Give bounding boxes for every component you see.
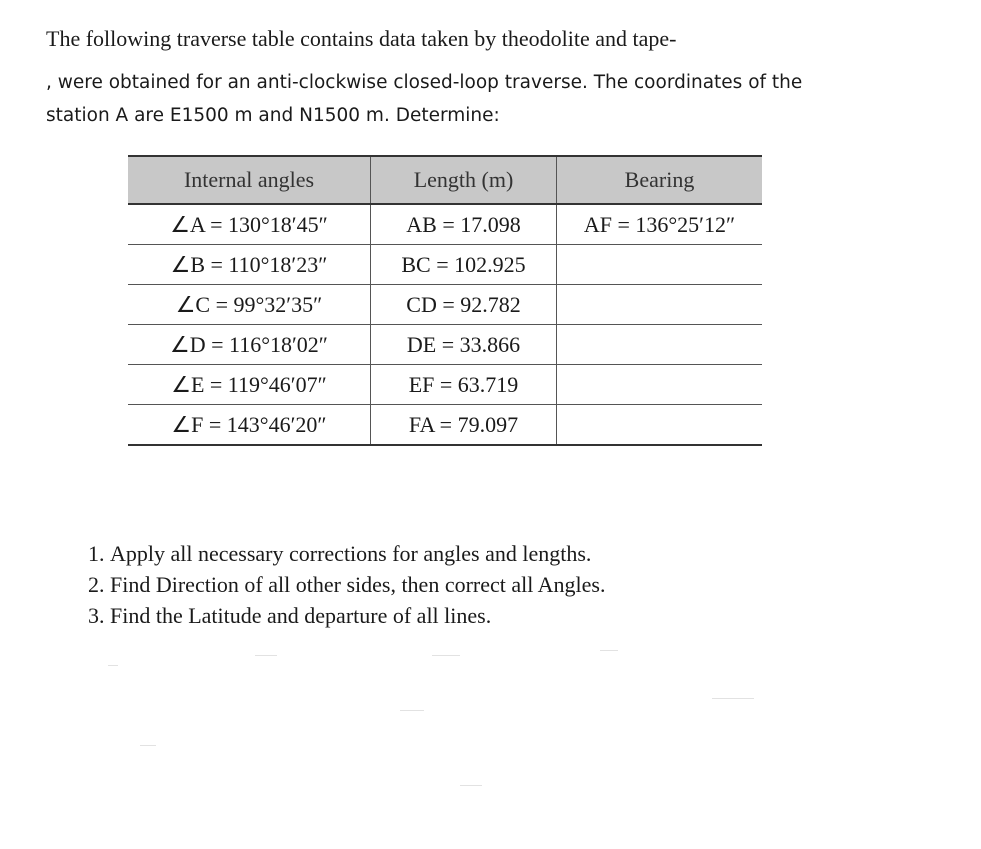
table-header-row [128, 156, 762, 204]
angle-cell: ∠D = 116°18′02″ [128, 325, 371, 365]
faded-remnant [140, 745, 156, 746]
length-cell: AB = 17.098 [371, 204, 557, 245]
length-cell: DE = 33.866 [371, 325, 557, 365]
length-cell: CD = 92.782 [371, 285, 557, 325]
header-internal-angles: Internal angles [128, 156, 371, 204]
length-cell: BC = 102.925 [371, 245, 557, 285]
bearing-cell [557, 405, 763, 446]
faded-remnant [255, 655, 277, 656]
bearing-cell: AF = 136°25′12″ [557, 204, 763, 245]
faded-remnant [432, 655, 460, 656]
intro-line-1: The following traverse table contains data taken by theodolite and tape- [46, 26, 677, 51]
table-row [128, 365, 762, 405]
faded-remnant [712, 698, 754, 699]
length-cell: EF = 63.719 [371, 365, 557, 405]
angle-cell: ∠B = 110°18′23″ [128, 245, 371, 285]
bearing-cell [557, 325, 763, 365]
bearing-cell [557, 285, 763, 325]
faded-remnant [400, 710, 424, 711]
intro-line-3: station A are E1500 m and N1500 m. Determine: [46, 105, 500, 126]
table-row [128, 405, 762, 446]
table-row [128, 285, 762, 325]
task-item: 3. Find the Latitude and departure of all lines. [110, 600, 605, 631]
table-row [128, 325, 762, 365]
task-list [78, 538, 605, 631]
table-row [128, 245, 762, 285]
task-item: 1. Apply all necessary corrections for angles and lengths. [110, 538, 605, 569]
intro-line-2: , were obtained for an anti-clockwise closed-loop traverse. The coordinates of the [46, 72, 803, 93]
faded-remnant [460, 785, 482, 786]
traverse-table [128, 155, 762, 446]
header-bearing: Bearing [557, 156, 763, 204]
bearing-cell [557, 245, 763, 285]
task-item: 2. Find Direction of all other sides, then correct all Angles. [110, 569, 605, 600]
faded-remnant [600, 650, 618, 651]
angle-cell: ∠F = 143°46′20″ [128, 405, 371, 446]
angle-cell: ∠C = 99°32′35″ [128, 285, 371, 325]
length-cell: FA = 79.097 [371, 405, 557, 446]
table-row [128, 204, 762, 245]
angle-cell: ∠E = 119°46′07″ [128, 365, 371, 405]
faded-remnant [108, 665, 118, 666]
header-length: Length (m) [371, 156, 557, 204]
angle-cell: ∠A = 130°18′45″ [128, 204, 371, 245]
bearing-cell [557, 365, 763, 405]
